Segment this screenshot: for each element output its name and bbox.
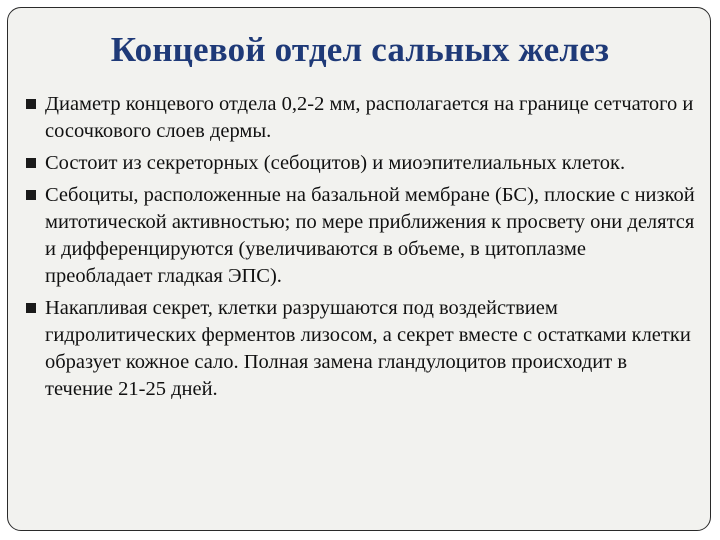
square-bullet-icon — [26, 99, 36, 109]
bullet-text: Накапливая секрет, клетки разрушаются под воздействием гидролитических ферментов лизосом, а секрет вместе с остатками клетки образует кожное сало. Полная замена гландулоцитов происходит в течение 21-25 дней. — [45, 297, 691, 400]
bullet-item — [26, 91, 696, 145]
bullet-item — [26, 182, 696, 290]
square-bullet-icon — [26, 303, 36, 313]
bullet-text: Диаметр концевого отдела 0,2-2 мм, располагается на границе сетчатого и сосочкового слоев дермы. — [45, 93, 694, 142]
bullet-list — [26, 91, 696, 408]
square-bullet-icon — [26, 158, 36, 168]
slide-title: Концевой отдел сальных желез — [110, 30, 610, 69]
bullet-text: Себоциты, расположенные на базальной мембране (БС), плоские с низкой митотической активностью; по мере приближения к просвету они делятся и дифференцируются (увеличиваются в объеме, в цитоплазме преобладает гладкая ЭПС). — [45, 184, 695, 287]
square-bullet-icon — [26, 190, 36, 200]
bullet-item — [26, 150, 696, 177]
bullet-item — [26, 295, 696, 403]
bullet-text: Состоит из секреторных (себоцитов) и миоэпителиальных клеток. — [45, 152, 626, 174]
